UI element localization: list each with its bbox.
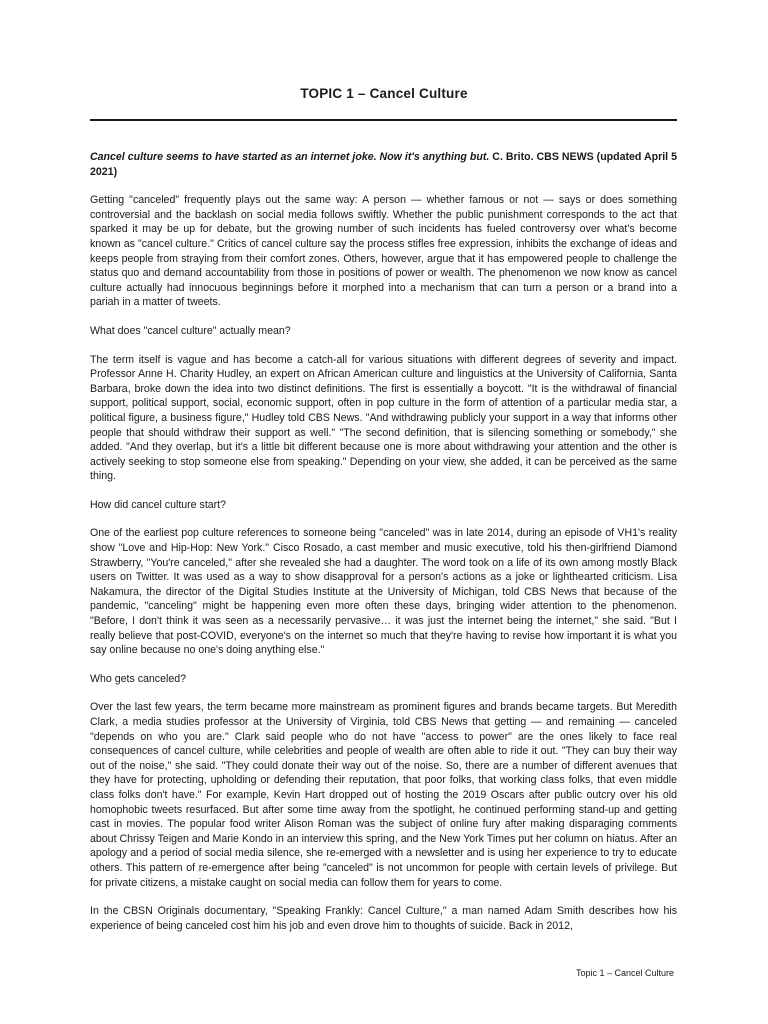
page-title: TOPIC 1 – Cancel Culture	[300, 86, 468, 101]
section-question: How did cancel culture start?	[90, 498, 227, 511]
headline-source: C. Brito. CBS NEWS (updated April 5 2021)	[90, 151, 677, 178]
title-divider	[90, 119, 677, 121]
section-who	[90, 672, 677, 890]
closing-paragraph: In the CBSN Originals documentary, "Speaking Frankly: Cancel Culture," a man named Adam Smith describes how his experience of being canceled cost him his job and even drove him to thoughts of suicide. Back in 2012,	[90, 905, 677, 932]
intro-paragraph: Getting "canceled" frequently plays out the same way: A person — whether famous or not — says or does something controversial and the backlash on social media follows swiftly. Whether the public punishment corresponds to the act that sparked it may be up for debate, but the growing number of such incidents has fueled controversy over what's become known as "cancel culture." Critics of cancel culture say the process stifles free expression, inhibits the exchange of ideas and keeps people from straying from their comfort zones. Others, however, argue that it has empowered people to challenge the status quo and demand accountability from those in positions of power or wealth. The phenomenon we now know as cancel culture actually had innocuous beginnings before it morphed into a mechanism that can turn a person or a brand into a pariah in a matter of tweets.	[90, 194, 677, 309]
section-origin	[90, 498, 677, 658]
page-footer: Topic 1 – Cancel Culture	[575, 968, 674, 978]
section-question: Who gets canceled?	[90, 672, 186, 685]
section-question: What does "cancel culture" actually mean?	[90, 324, 291, 337]
article-body	[90, 150, 677, 947]
article-headline	[90, 150, 677, 179]
section-body: One of the earliest pop culture references to someone being "canceled" was in late 2014, during an episode of VH1's reality show "Love and Hip-Hop: New York." Cisco Rosado, a cast member and music executive, told his then-girlfriend Diamond Strawberry, "You're canceled," after she revealed she had a daughter. The word took on a life of its own among mostly Black users on Twitter. It was used as a way to show disapproval for a person's actions as a joke or lighthearted criticism. Lisa Nakamura, the director of the Digital Studies Institute at the University of Michigan, told CBS News that because of the pandemic, "canceling" might be happening even more often these days, bringing wider attention to the phenomenon. "Before, I don't think it was seen as a necessarily pervasive… it was just the internet being the internet," she said. "But I really believe that post-COVID, everyone's on the internet so much that they're having to revise how important it is what you say online because no one's doing anything else."	[90, 527, 677, 657]
section-meaning	[90, 324, 677, 484]
section-body: Over the last few years, the term became more mainstream as prominent figures and brands became targets. But Meredith Clark, a media studies professor at the University of Virginia, told CBS News that getting — and remaining — canceled "depends on who you are." Clark said people who do not have "access to power" are the ones likely to face real consequences of cancel culture, while celebrities and people of wealth are often able to ride it out. "They can buy their way out of the noise," she said. "They could donate their way out of the noise. So, there are a number of different avenues that they have for protecting, upholding or defending their reputation, that poor folks, that working class folks, that even middle class folks don't have." For example, Kevin Hart dropped out of hosting the 2019 Oscars after public outcry over his old homophobic tweets resurfaced. But after some time away from the spotlight, he continued performing stand-up and getting cast in movies. The popular food writer Alison Roman was the subject of online fury after making disparaging comments about Chrissy Teigen and Marie Kondo in an interview this spring, and the New York Times put her column on hiatus. After an apology and a period of social media silence, she re-emerged with a newsletter and is using her experience to try to educate others. This pattern of re-emergence after being "canceled" is not uncommon for people with certain levels of privilege. But for private citizens, a mistake caught on social media can follow them for years to come.	[90, 701, 677, 889]
headline-text: Cancel culture seems to have started as an internet joke. Now it's anything but.	[90, 151, 490, 163]
section-body: The term itself is vague and has become a catch-all for various situations with different degrees of severity and impact. Professor Anne H. Charity Hudley, an expert on African American culture and linguistics at the University of California, Santa Barbara, broke down the idea into two distinct definitions. The first is essentially a boycott. "It is the withdrawal of financial support, political support, social, economic support, often in pop culture in the form of attention of a particular media star, a political figure, a business figure," Hudley told CBS News. "And withdrawing publicly your support in a way that informs other people that should withdraw their support as well." "The second definition, that is silencing something or somebody," she added. "And they overlap, but it's a little bit different because one is more about withdrawing your attention and the other is actively seeking to stop someone else from speaking." Depending on your view, she added, it can be perceived as the same thing.	[90, 353, 677, 483]
